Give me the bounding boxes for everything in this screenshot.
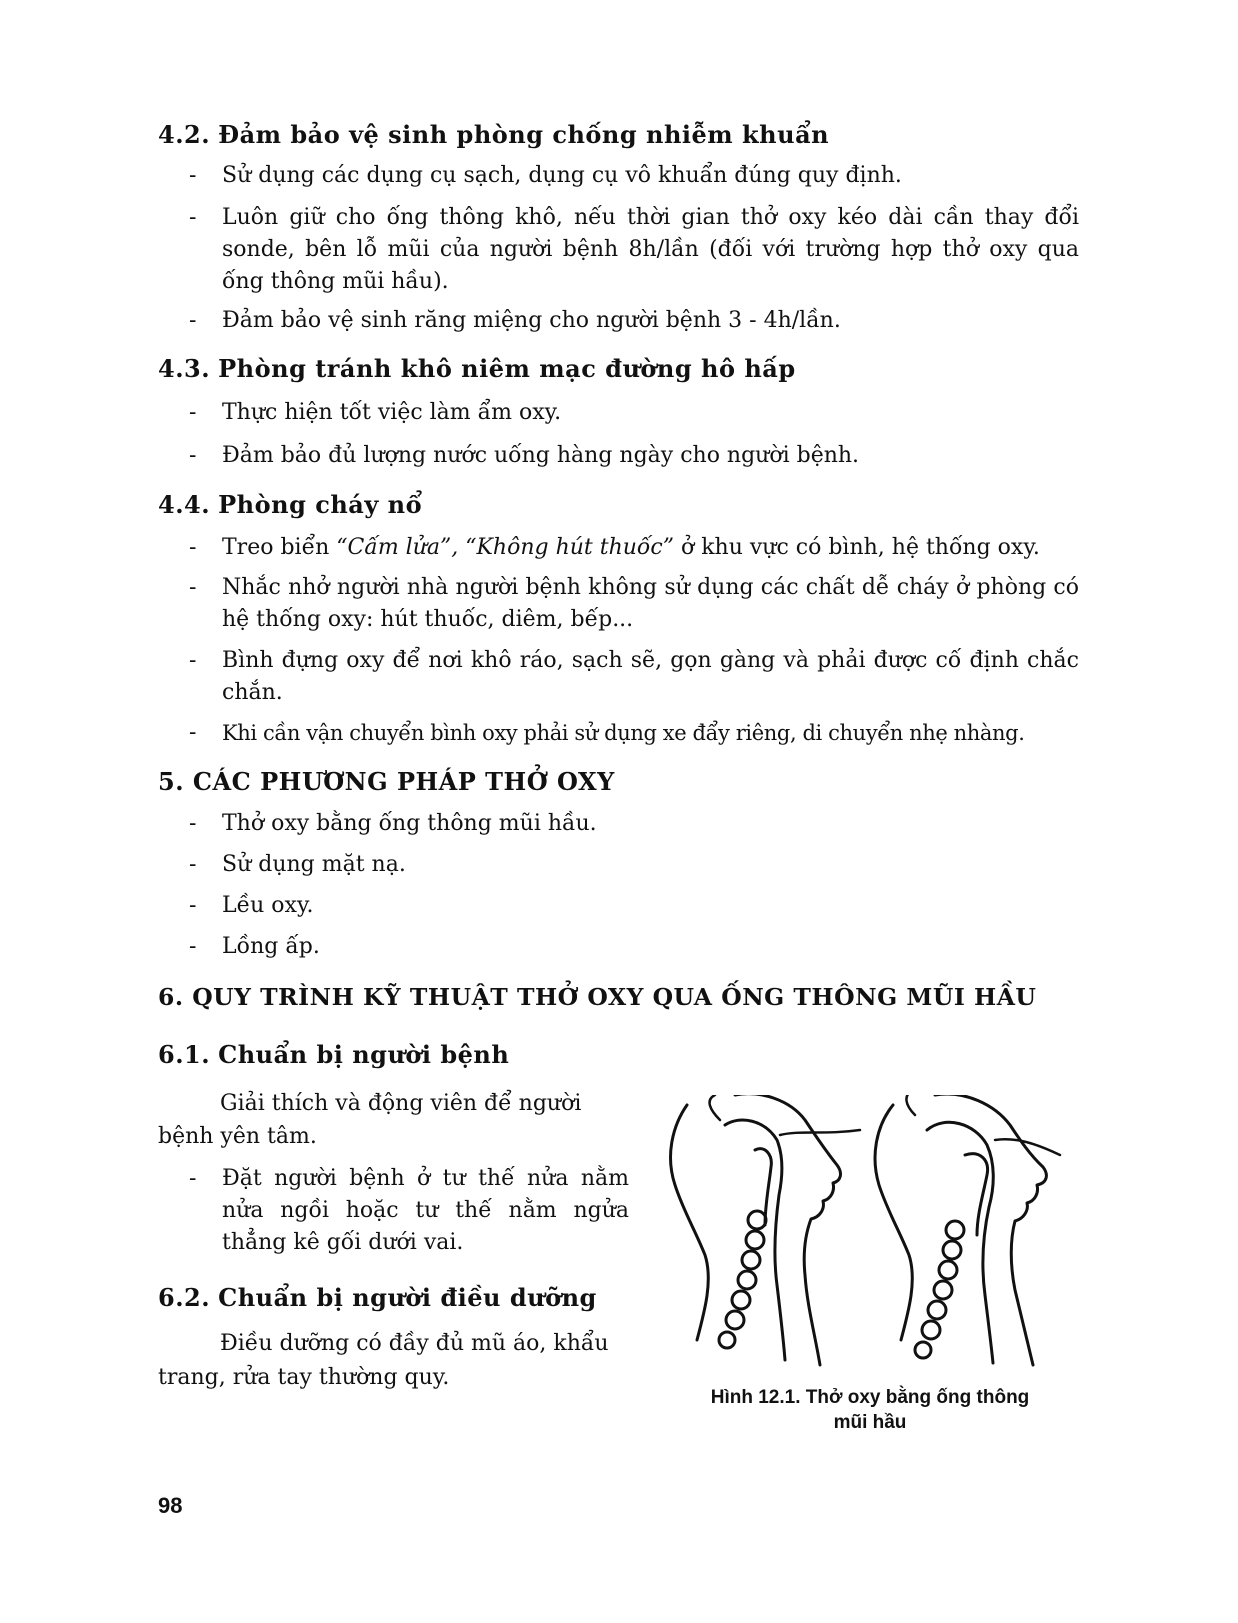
nasopharyngeal-catheter-illustration [665, 1095, 1075, 1370]
section-heading-6-1: 6.1. Chuẩn bị người bệnh [158, 1040, 510, 1069]
section-heading-4-2: 4.2. Đảm bảo vệ sinh phòng chống nhiễm khuẩn [158, 120, 830, 149]
section-heading-5: 5. CÁC PHƯƠNG PHÁP THỞ OXY [158, 767, 615, 796]
section-title: Chuẩn bị người điều dưỡng [218, 1283, 597, 1312]
bullet-item: - Treo biển “Cấm lửa”, “Không hút thuốc” ở khu vực có bình, hệ thống oxy. [189, 535, 1040, 560]
bullet-item: - Bình đựng oxy để nơi khô ráo, sạch sẽ, gọn gàng và phải được cố định chắc chắn. [189, 648, 1079, 705]
bullet-item: - Sử dụng các dụng cụ sạch, dụng cụ vô khuẩn đúng quy định. [189, 163, 902, 188]
bullet-item: - Sử dụng mặt nạ. [189, 852, 406, 877]
bullet-item: - Lồng ấp. [189, 934, 320, 959]
section-heading-6: 6. QUY TRÌNH KỸ THUẬT THỞ OXY QUA ỐNG THÔNG MŨI HẦU [158, 983, 1037, 1011]
head-profile-right [875, 1095, 1060, 1365]
page-number: 98 [158, 1493, 183, 1518]
section-heading-4-4: 4.4. Phòng cháy nổ [158, 490, 423, 519]
bullet-item: - Lều oxy. [189, 893, 314, 918]
bullet-item: - Thực hiện tốt việc làm ẩm oxy. [189, 400, 562, 425]
bullet-item: - Thở oxy bằng ống thông mũi hầu. [189, 811, 597, 836]
section-heading-6-2: 6.2. Chuẩn bị người điều dưỡng [158, 1283, 597, 1312]
section-title: Đảm bảo vệ sinh phòng chống nhiễm khuẩn [218, 120, 830, 149]
figure-caption: Hình 12.1. Thở oxy bằng ống thông mũi hầu [710, 1387, 1030, 1433]
section-title: Chuẩn bị người bệnh [218, 1040, 510, 1069]
section-title: Phòng tránh khô niêm mạc đường hô hấp [218, 354, 796, 383]
bullet-item: - Đảm bảo vệ sinh răng miệng cho người bệnh 3 - 4h/lần. [189, 308, 841, 333]
bullet-item: - Đặt người bệnh ở tư thế nửa nằm nửa ngồi hoặc tư thế nằm ngửa thẳng kê gối dưới vai. [189, 1166, 629, 1255]
bullet-item: - Nhắc nhở người nhà người bệnh không sử dụng các chất dễ cháy ở phòng có hệ thống oxy: hút thuốc, diêm, bếp... [189, 575, 1079, 632]
paragraph: Điều dưỡng có đầy đủ mũ áo, khẩu [220, 1331, 609, 1356]
paragraph: Giải thích và động viên để người [220, 1091, 582, 1116]
paragraph: bệnh yên tâm. [158, 1124, 317, 1149]
section-title: Phòng cháy nổ [218, 490, 423, 519]
bullet-item: - Khi cần vận chuyển bình oxy phải sử dụng xe đẩy riêng, di chuyển nhẹ nhàng. [189, 720, 1025, 745]
bullet-item: - Luôn giữ cho ống thông khô, nếu thời gian thở oxy kéo dài cần thay đổi sonde, bên lỗ mũi của người bệnh 8h/lần (đối với trường hợp thở oxy qua ống thông mũi hầu). [189, 205, 1079, 294]
bullet-item: - Đảm bảo đủ lượng nước uống hàng ngày cho người bệnh. [189, 443, 860, 468]
head-profile-left [671, 1095, 860, 1365]
section-heading-4-3: 4.3. Phòng tránh khô niêm mạc đường hô hấp [158, 354, 796, 383]
warning-sign-text: “Cấm lửa”, “Không hút thuốc” [336, 535, 674, 560]
paragraph: trang, rửa tay thường quy. [158, 1365, 450, 1390]
